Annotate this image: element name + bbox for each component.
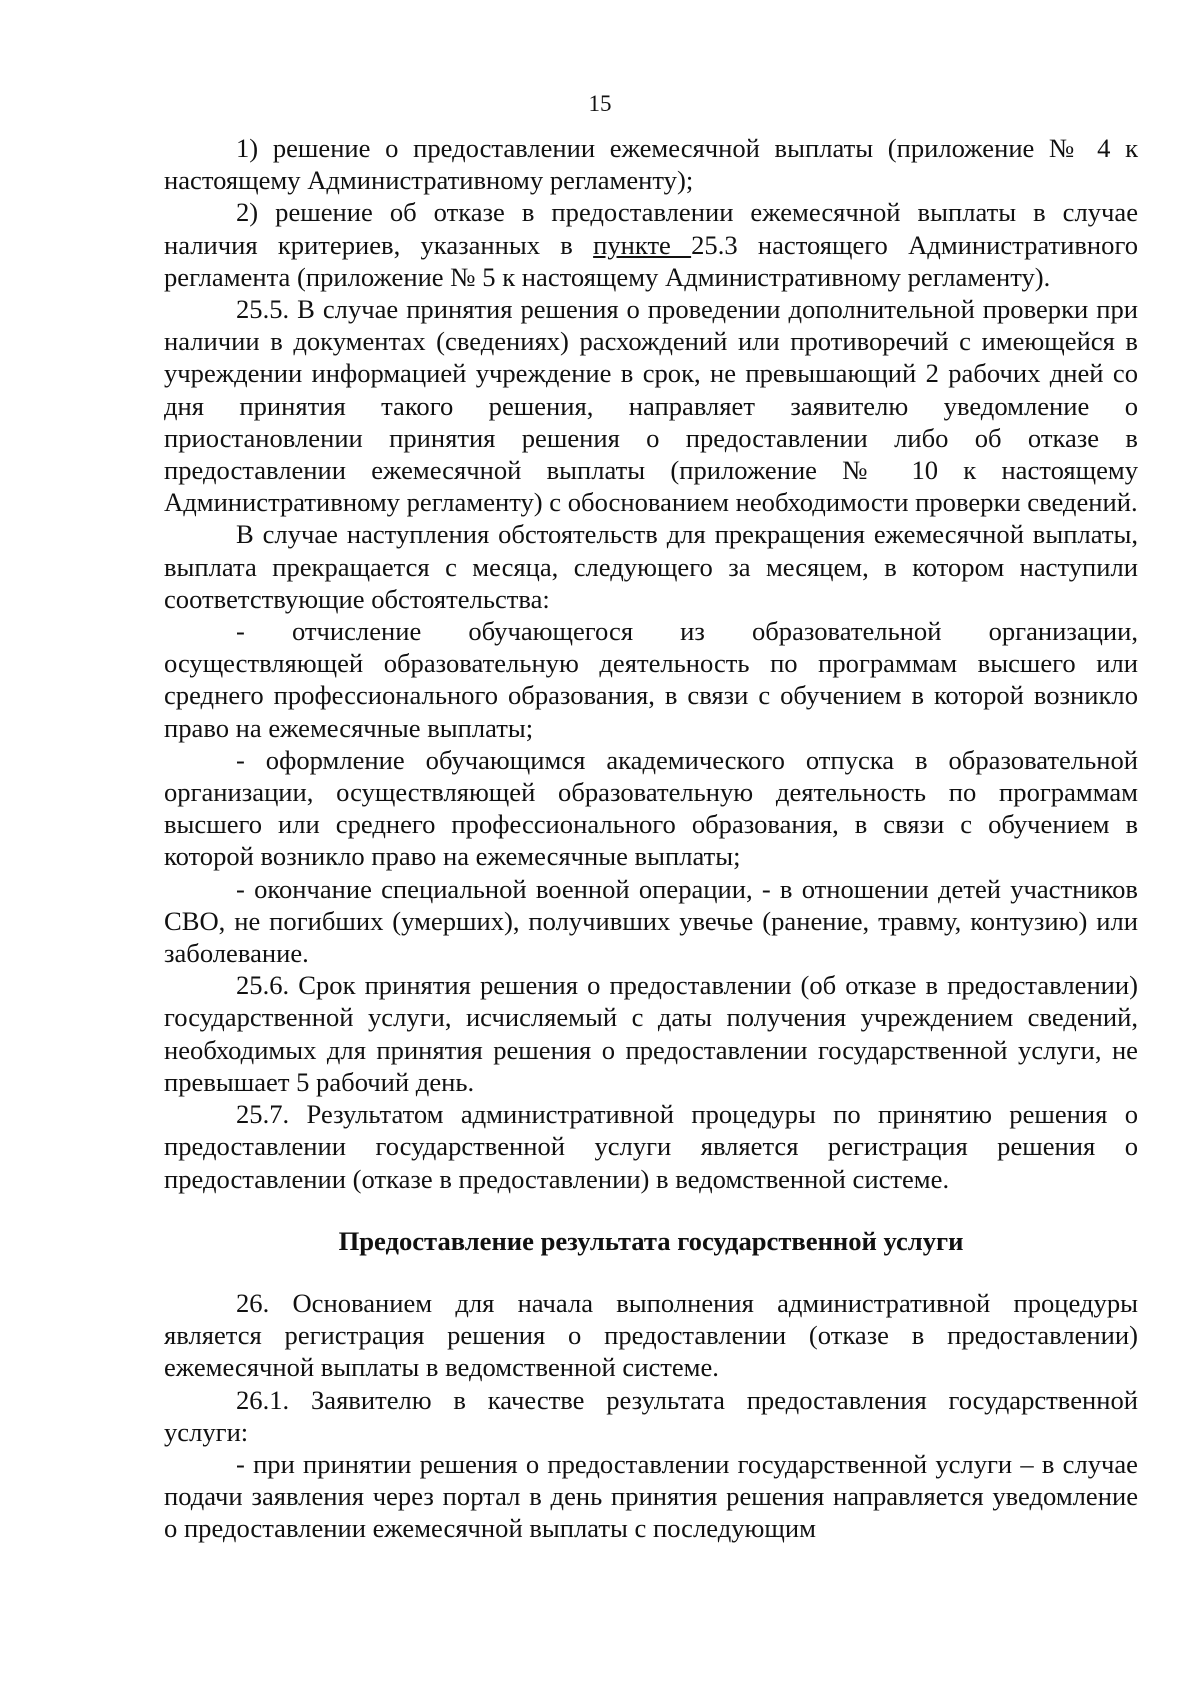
page-number: 15 — [588, 91, 612, 116]
paragraph-26-1: 26.1. Заявителю в качестве результата предоставления государственной услуги: — [164, 1384, 1138, 1447]
paragraph-26: 26. Основанием для начала выполнения административной процедуры является регистрация решения о предоставлении (отказе в предоставлении) ежемесячной выплаты в ведомственной системе. — [164, 1287, 1138, 1383]
list-item-academic-leave: - оформление обучающимся академического отпуска в образовательной организации, осуществляющей образовательную деятельность по программам высшего или среднего профессионального образования, в связи с обучением в которой возникло право на ежемесячные выплаты; — [164, 744, 1138, 872]
paragraph-text: 2) решение об отказе в предоставлении ежемесячной выплаты в случае наличия критериев, указанных в — [164, 197, 1138, 260]
paragraph-25-6: 25.6. Срок принятия решения о предоставлении (об отказе в предоставлении) государственной услуги, исчисляемый с даты получения учреждением сведений, необходимых для принятия решения о предоставлении государственной услуги, не превышает 5 рабочий день. — [164, 970, 1138, 1097]
paragraph-decision-grant: 1) решение о предоставлении ежемесячной выплаты (приложение № 4 к настоящему Административному регламенту); — [164, 133, 1138, 196]
section-heading: Предоставление результата государственной услуги — [338, 1225, 964, 1256]
list-item-grant-notification: - при принятии решения о предоставлении государственной услуги – в случае подачи заявления через портал в день принятия решения направляется уведомление о предоставлении ежемесячной выплаты с последующим — [164, 1448, 1138, 1544]
paragraph-25-5: 25.5. В случае принятия решения о проведении дополнительной проверки при наличии в документах (сведениях) расхождений или противоречий с имеющейся в учреждении информацией учреждение в срок, не превышающий 2 рабочих дней со дня принятия такого решения, направляет заявителю уведомление о приостановлении принятия решения о предоставлении либо об отказе в предоставлении ежемесячной выплаты (приложение № 10 к настоящему Административному регламенту) с обоснованием необходимости проверки сведений. — [164, 294, 1138, 518]
document-body — [164, 132, 1138, 1545]
paragraph-decision-refusal — [164, 196, 1138, 293]
paragraph-25-7: 25.7. Результатом административной процедуры по принятию решения о предоставлении государственной услуги является регистрация решения о предоставлении (отказе в предоставлении) в ведомственной системе. — [164, 1099, 1138, 1194]
list-item-operation-end: - окончание специальной военной операции, - в отношении детей участников СВО, не погибших (умерших), получивших увечье (ранение, травму, контузию) или заболевание. — [164, 873, 1138, 969]
paragraph-termination: В случае наступления обстоятельств для прекращения ежемесячной выплаты, выплата прекращается с месяца, следующего за месяцем, в котором наступили соответствующие обстоятельства: — [164, 519, 1138, 614]
list-item-expulsion: - отчисление обучающегося из образовательной организации, осуществляющей образовательную деятельность по программам высшего или среднего профессионального образования, в связи с обучением в которой возникло право на ежемесячные выплаты; — [164, 616, 1138, 743]
paragraph-text-tail: 25.3 настоящего Административного регламента (приложение № 5 к настоящему Административному регламенту). — [164, 229, 1138, 292]
clause-reference: пункте — [593, 229, 692, 260]
